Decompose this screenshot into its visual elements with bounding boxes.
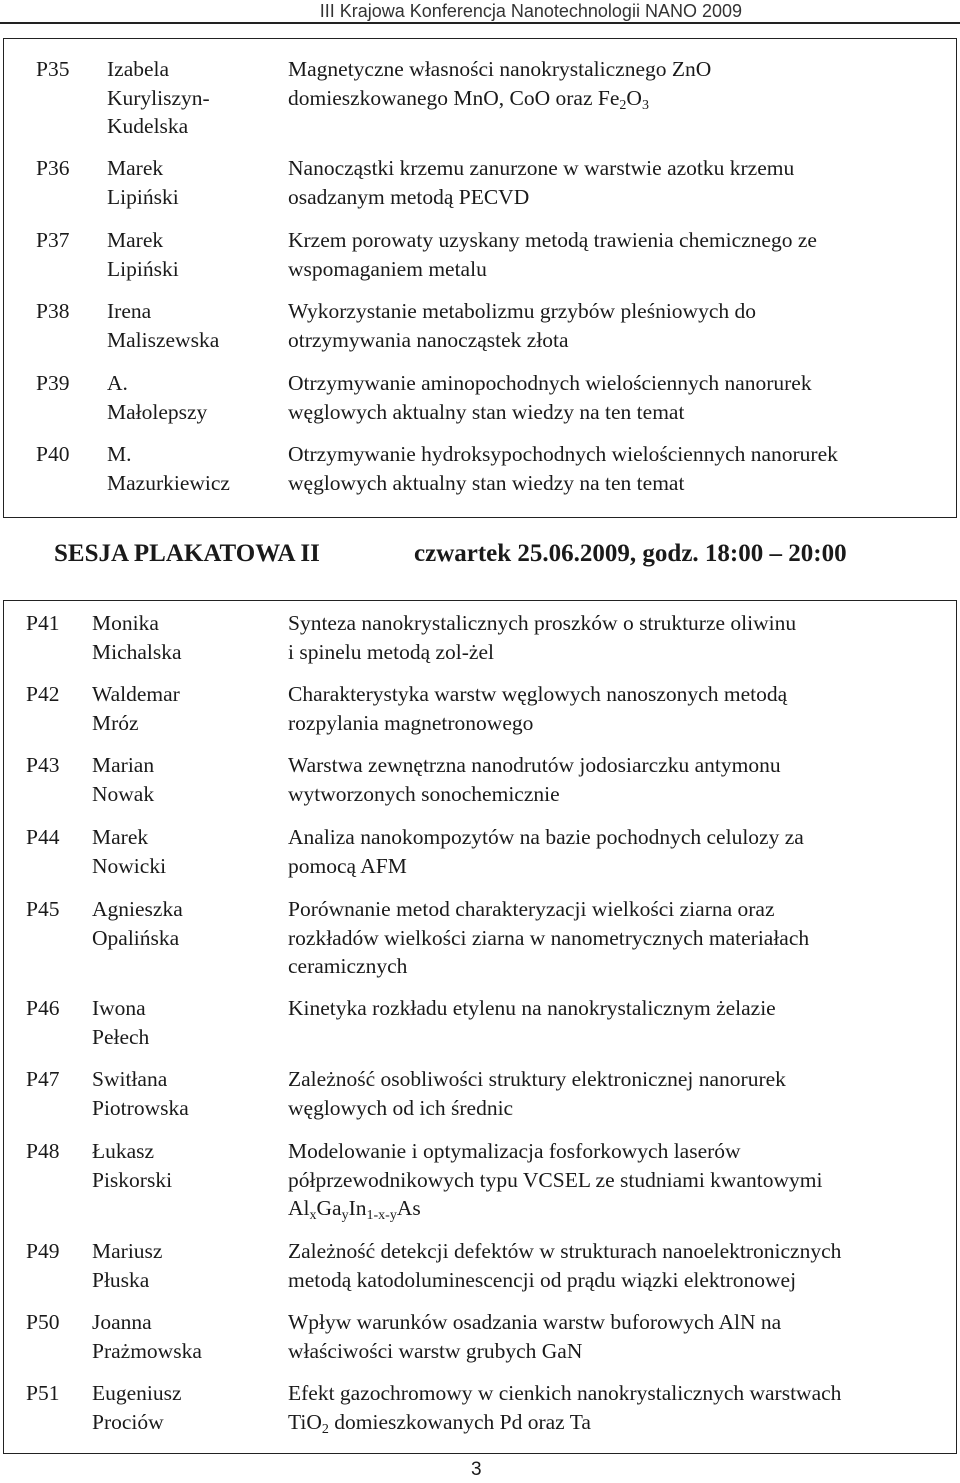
author-name-line: Małolepszy [107, 399, 208, 424]
author-name [107, 226, 179, 283]
poster-id: P48 [26, 1139, 60, 1163]
author-name [107, 440, 230, 497]
poster-title-line: wytworzonych sonochemicznie [288, 781, 560, 806]
poster-id: P41 [26, 611, 60, 635]
author-name-line: Iwona [92, 996, 146, 1020]
author-name-line: Łukasz [92, 1139, 155, 1163]
poster-title [288, 440, 838, 497]
poster-title-line: osadzanym metodą PECVD [288, 184, 530, 209]
author-name-line: Piotrowska [92, 1095, 189, 1120]
poster-title-line: węglowych aktualny stan wiedzy na ten temat [288, 470, 685, 495]
author-name [107, 55, 210, 141]
author-name-line: Marek [107, 228, 164, 252]
poster-title-line: Analiza nanokompozytów na bazie pochodnych celulozy za [288, 825, 804, 849]
poster-title-line: metodą katodoluminescencji od prądu wiązki elektronowej [288, 1267, 797, 1292]
poster-id: P51 [26, 1381, 60, 1405]
poster-id: P49 [26, 1239, 60, 1263]
poster-title-line: Krzem porowaty uzyskany metodą trawienia chemicznego ze [288, 228, 817, 252]
poster-title-line: Magnetyczne własności nanokrystalicznego ZnO [288, 57, 712, 81]
author-name-line: Joanna [92, 1310, 152, 1334]
author-name [107, 369, 207, 426]
poster-title-line: Kinetyka rozkładu etylenu na nanokrystalicznym żelazie [288, 996, 776, 1020]
poster-title-line: węglowych od ich średnic [288, 1095, 514, 1120]
poster-title-line: Warstwa zewnętrzna nanodrutów jodosiarczku antymonu [288, 753, 781, 777]
header-rule [0, 22, 960, 24]
poster-id: P40 [36, 442, 70, 466]
author-name-line: Pełech [92, 1024, 150, 1049]
poster-title-line: właściwości warstw grubych GaN [288, 1338, 583, 1363]
author-name-line: Nowicki [92, 853, 167, 878]
poster-title-line: Wpływ warunków osadzania warstw buforowych AlN na [288, 1310, 782, 1334]
poster-title-line: węglowych aktualny stan wiedzy na ten temat [288, 399, 685, 424]
poster-id: P47 [26, 1067, 60, 1091]
author-name [107, 154, 179, 211]
poster-title [288, 994, 776, 1023]
author-name-line: Eugeniusz [92, 1381, 182, 1405]
poster-title-line: Nanocząstki krzemu zanurzone w warstwie azotku krzemu [288, 156, 795, 180]
poster-title-line: rozkładów wielkości ziarna w nanometrycznych materiałach [288, 925, 810, 950]
poster-title-line: Synteza nanokrystalicznych proszków o strukturze oliwinu [288, 611, 797, 635]
poster-title-line: Efekt gazochromowy w cienkich nanokrystalicznych warstwach [288, 1381, 842, 1405]
poster-id: P45 [26, 897, 60, 921]
poster-id: P46 [26, 996, 60, 1020]
author-name-line: Lipiński [107, 256, 179, 281]
poster-title-line: Porównanie metod charakteryzacji wielkości ziarna oraz [288, 897, 775, 921]
author-name-line: Piskorski [92, 1167, 173, 1192]
poster-title [288, 1237, 841, 1294]
poster-title-line: TiO$_2$ domieszkowanych Pd oraz Ta [288, 1409, 591, 1437]
poster-title-line: Charakterystyka warstw węglowych nanoszonych metodą [288, 682, 788, 706]
author-name [92, 1137, 172, 1194]
author-name-line: Mariusz [92, 1239, 163, 1263]
poster-title [288, 680, 787, 737]
poster-title [288, 369, 812, 426]
author-name [92, 1065, 189, 1122]
poster-id: P37 [36, 228, 70, 252]
poster-title-line: Zależność detekcji defektów w strukturach nanoelektronicznych [288, 1239, 842, 1263]
author-name-line: Mazurkiewicz [107, 470, 230, 495]
author-name-line: Marian [92, 753, 155, 777]
conference-title: III Krajowa Konferencja Nanotechnologii NANO 2009 [319, 1, 742, 21]
author-name [92, 680, 180, 737]
author-name-line: Opalińska [92, 925, 180, 950]
poster-title [288, 1065, 786, 1122]
author-name-line: Płuska [92, 1267, 150, 1292]
author-name-line: Irena [107, 299, 152, 323]
poster-title-line: Wykorzystanie metabolizmu grzybów pleśniowych do [288, 299, 757, 323]
author-name-line: Lipiński [107, 184, 179, 209]
section-heading: SESJA PLAKATOWA II [54, 540, 320, 567]
author-name-line: Marek [92, 825, 149, 849]
poster-title-line: i spinelu metodą zol-żel [288, 639, 494, 664]
poster-title-line: półprzewodnikowych typu VCSEL ze studniami kwantowymi [288, 1167, 823, 1192]
author-name [92, 1237, 162, 1294]
author-name [92, 1379, 182, 1436]
section-date: czwartek 25.06.2009, godz. 18:00 – 20:00 [414, 540, 847, 567]
author-name [92, 751, 154, 808]
author-name-line: Switłana [92, 1067, 168, 1091]
poster-title [288, 154, 794, 211]
author-name-line: Waldemar [92, 682, 180, 706]
author-name-line: Izabela [107, 57, 170, 81]
poster-title-line: $Al_xGa_yIn_{1-x-y}As$ [288, 1196, 421, 1223]
poster-title-line: rozpylania magnetronowego [288, 710, 534, 735]
author-name-line: Prociów [92, 1409, 164, 1434]
poster-title-line: Otrzymywanie hydroksypochodnych wielościennych nanorurek [288, 442, 838, 466]
author-name-line: Nowak [92, 781, 155, 806]
poster-title [288, 751, 781, 808]
author-name-line: Monika [92, 611, 159, 635]
author-name-line: Marek [107, 156, 164, 180]
poster-table-top [3, 38, 957, 518]
author-name [92, 1308, 202, 1365]
poster-id: P38 [36, 299, 70, 323]
page-header [0, 0, 960, 22]
author-name-line: Kudelska [107, 114, 189, 138]
author-name-line: Agnieszka [92, 897, 183, 921]
author-name [92, 609, 182, 666]
poster-title-line: domieszkowanego MnO, CoO oraz $Fe_2O_3$ [288, 85, 649, 113]
poster-title-line: ceramicznych [288, 954, 408, 978]
author-name-line: Mróz [92, 710, 139, 735]
author-name-line: Kuryliszyn- [107, 85, 210, 110]
poster-title [288, 1137, 822, 1223]
poster-title-line: wspomaganiem metalu [288, 256, 487, 281]
author-name [92, 994, 149, 1051]
poster-table-bottom [3, 600, 957, 1454]
author-name-line: Maliszewska [107, 327, 220, 352]
page-number: 3 [471, 1459, 482, 1480]
poster-title-line: otrzymywania nanocząstek złota [288, 327, 569, 352]
poster-title [288, 297, 756, 354]
poster-title [288, 226, 817, 283]
poster-id: P42 [26, 682, 60, 706]
poster-id: P50 [26, 1310, 60, 1334]
author-name-line: M. [107, 442, 132, 466]
poster-title [288, 1379, 841, 1436]
poster-title-line: Otrzymywanie aminopochodnych wielościennych nanorurek [288, 371, 812, 395]
author-name-line: A. [107, 371, 128, 395]
poster-id: P36 [36, 156, 70, 180]
poster-title [288, 823, 804, 880]
author-name-line: Prażmowska [92, 1338, 202, 1363]
poster-title [288, 609, 796, 666]
poster-id: P39 [36, 371, 70, 395]
poster-title [288, 1308, 781, 1365]
author-name [107, 297, 219, 354]
poster-title-line: Modelowanie i optymalizacja fosforkowych laserów [288, 1139, 741, 1163]
author-name [92, 895, 183, 952]
author-name-line: Michalska [92, 639, 182, 664]
poster-title [288, 55, 711, 112]
poster-title-line: Zależność osobliwości struktury elektronicznej nanorurek [288, 1067, 786, 1091]
poster-title-line: pomocą AFM [288, 853, 407, 878]
poster-id: P43 [26, 753, 60, 777]
author-name [92, 823, 166, 880]
poster-title [288, 895, 809, 981]
poster-id: P35 [36, 57, 70, 81]
poster-id: P44 [26, 825, 60, 849]
